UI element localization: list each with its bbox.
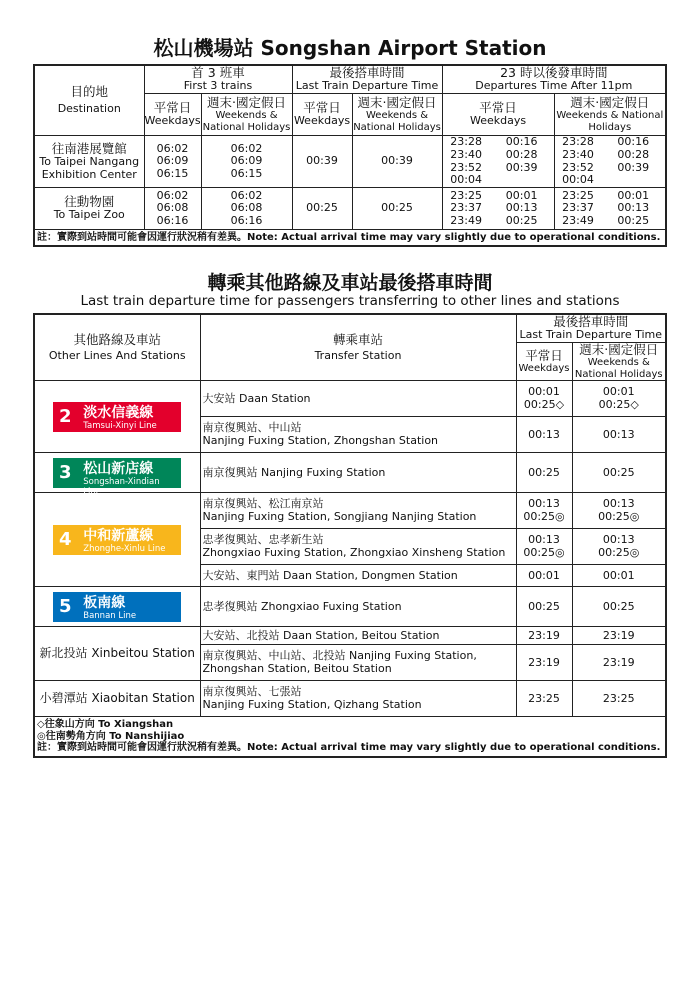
line-badge bbox=[53, 592, 181, 622]
destination-header: 目的地 Destination bbox=[34, 65, 144, 136]
after-11pm-header: 23 時以後發車時間 Departures Time After 11pm bbox=[442, 65, 666, 94]
transfer-station-cell: 南京復興站 Nanjing Fuxing Station bbox=[200, 453, 516, 493]
line-badge bbox=[53, 402, 181, 432]
last-time-cell: 23:25 bbox=[572, 681, 666, 717]
line-badge-cell bbox=[34, 381, 200, 453]
line-name: 松山新店線 Songshan-Xindian Line bbox=[77, 458, 181, 488]
other-lines-header: 其他路線及車站 Other Lines And Stations bbox=[34, 314, 200, 381]
last-time-cell: 00:13 00:25◎ bbox=[572, 493, 666, 529]
last-time-cell: 23:25 bbox=[516, 681, 572, 717]
destination-cell: 往動物園 To Taipei Zoo bbox=[34, 188, 144, 230]
transfer-station-header: 轉乘車站 Transfer Station bbox=[200, 314, 516, 381]
last-time-cell: 00:25 bbox=[572, 453, 666, 493]
last-train-cell: 00:39 bbox=[292, 136, 352, 188]
last-time-cell: 23:19 bbox=[572, 645, 666, 681]
first-trains-header: 首 3 班車 First 3 trains bbox=[144, 65, 292, 94]
transfer-station-cell: 南京復興站、松江南京站 Nanjing Fuxing Station, Songjiang Nanjing Station bbox=[200, 493, 516, 529]
page-title: 松山機場站 Songshan Airport Station bbox=[153, 36, 547, 60]
transfer-row bbox=[34, 381, 666, 417]
weekend-header: 週末‧國定假日 Weekends & National Holidays bbox=[201, 94, 292, 136]
after-11pm-cell: 23:28 00:16 23:40 00:28 23:52 00:39 00:04 bbox=[554, 136, 666, 188]
timetable-row bbox=[34, 188, 666, 230]
last-time-cell: 00:25 bbox=[516, 453, 572, 493]
transfer-station-cell: 忠孝復興站、忠孝新生站 Zhongxiao Fuxing Station, Zhongxiao Xinsheng Station bbox=[200, 529, 516, 565]
line-badge-cell bbox=[34, 493, 200, 587]
line-badge-cell bbox=[34, 453, 200, 497]
line-number: 2 bbox=[53, 402, 77, 432]
line-name: 中和新蘆線 Zhonghe-Xinlu Line bbox=[77, 525, 181, 555]
station-name-cell: 新北投站 Xinbeitou Station bbox=[34, 627, 200, 681]
transfer-table bbox=[33, 313, 667, 758]
weekday-header: 平常日 Weekdays bbox=[516, 343, 572, 381]
line-name: 板南線 Bannan Line bbox=[77, 592, 181, 622]
transfer-station-cell: 大安站、北投站 Daan Station, Beitou Station bbox=[200, 627, 516, 645]
transfer-row bbox=[34, 587, 666, 627]
transfer-station-cell: 忠孝復興站 Zhongxiao Fuxing Station bbox=[200, 587, 516, 627]
first-trains-cell: 06:02 06:08 06:16 bbox=[144, 188, 201, 230]
line-name: 淡水信義線 Tamsui-Xinyi Line bbox=[77, 402, 181, 432]
after-11pm-cell: 23:25 00:01 23:37 00:13 23:49 00:25 bbox=[554, 188, 666, 230]
weekend-header: 週末‧國定假日 Weekends & National Holidays bbox=[554, 94, 666, 136]
first-trains-cell: 06:02 06:09 06:15 bbox=[144, 136, 201, 188]
station-name-cell: 小碧潭站 Xiaobitan Station bbox=[34, 681, 200, 717]
transfer-station-cell: 南京復興站、中山站 Nanjing Fuxing Station, Zhongshan Station bbox=[200, 417, 516, 453]
last-time-cell: 00:25 bbox=[572, 587, 666, 627]
last-time-cell: 00:01 bbox=[572, 565, 666, 587]
first-trains-cell: 06:02 06:09 06:15 bbox=[201, 136, 292, 188]
last-train-header: 最後搭車時間 Last Train Departure Time bbox=[516, 314, 666, 343]
last-time-cell: 00:13 bbox=[572, 417, 666, 453]
last-train-cell: 00:25 bbox=[352, 188, 442, 230]
destination-cell: 往南港展覽館 To Taipei Nangang Exhibition Center bbox=[34, 136, 144, 188]
last-train-cell: 00:25 bbox=[292, 188, 352, 230]
last-time-cell: 00:01 00:25◇ bbox=[516, 381, 572, 417]
first-trains-cell: 06:02 06:08 06:16 bbox=[201, 188, 292, 230]
last-time-cell: 00:13 00:25◎ bbox=[572, 529, 666, 565]
last-time-cell: 23:19 bbox=[572, 627, 666, 645]
transfer-station-cell: 南京復興站、七張站 Nanjing Fuxing Station, Qizhang Station bbox=[200, 681, 516, 717]
weekday-header: 平常日 Weekdays bbox=[292, 94, 352, 136]
footnotes: ◇往象山方向 To Xiangshan ◎往南勢角方向 To Nanshijiao 註：實際到站時間可能會因運行狀況稍有差異。Note: Actual arrival time may vary slightly due to operational conditions. bbox=[34, 717, 666, 757]
last-train-cell: 00:39 bbox=[352, 136, 442, 188]
weekday-header: 平常日 Weekdays bbox=[442, 94, 554, 136]
last-train-header: 最後搭車時間 Last Train Departure Time bbox=[292, 65, 442, 94]
last-time-cell: 00:01 00:25◇ bbox=[572, 381, 666, 417]
weekend-header: 週末‧國定假日 Weekends & National Holidays bbox=[572, 343, 666, 381]
last-time-cell: 23:19 bbox=[516, 645, 572, 681]
weekend-header: 週末‧國定假日 Weekends & National Holidays bbox=[352, 94, 442, 136]
last-time-cell: 00:13 00:25◎ bbox=[516, 529, 572, 565]
transfer-station-cell: 南京復興站、中山站、北投站 Nanjing Fuxing Station, Zhongshan Station, Beitou Station bbox=[200, 645, 516, 681]
after-11pm-cell: 23:25 00:01 23:37 00:13 23:49 00:25 bbox=[442, 188, 554, 230]
line-badge-cell bbox=[34, 587, 200, 627]
line-number: 4 bbox=[53, 525, 77, 555]
transfer-row bbox=[34, 681, 666, 717]
last-time-cell: 00:01 bbox=[516, 565, 572, 587]
last-time-cell: 00:13 bbox=[516, 417, 572, 453]
line-badge bbox=[53, 458, 181, 497]
section-title: 轉乘其他路線及車站最後搭車時間 bbox=[207, 272, 493, 294]
weekday-header: 平常日 Weekdays bbox=[144, 94, 201, 136]
last-time-cell: 00:13 00:25◎ bbox=[516, 493, 572, 529]
transfer-row bbox=[34, 627, 666, 645]
section-subtitle: Last train departure time for passengers transferring to other lines and stations bbox=[80, 293, 620, 309]
footnote: 註：實際到站時間可能會因運行狀況稍有差異。Note: Actual arrival time may vary slightly due to operational conditions. bbox=[34, 230, 666, 246]
line-badge bbox=[53, 525, 181, 555]
transfer-row bbox=[34, 493, 666, 529]
timetable bbox=[33, 64, 667, 247]
transfer-station-cell: 大安站、東門站 Daan Station, Dongmen Station bbox=[200, 565, 516, 587]
timetable-row bbox=[34, 136, 666, 188]
after-11pm-cell: 23:28 00:16 23:40 00:28 23:52 00:39 00:04 bbox=[442, 136, 554, 188]
line-number: 3 bbox=[53, 458, 77, 488]
last-time-cell: 23:19 bbox=[516, 627, 572, 645]
line-number: 5 bbox=[53, 592, 77, 622]
transfer-row bbox=[34, 453, 666, 493]
transfer-station-cell: 大安站 Daan Station bbox=[200, 381, 516, 417]
last-time-cell: 00:25 bbox=[516, 587, 572, 627]
